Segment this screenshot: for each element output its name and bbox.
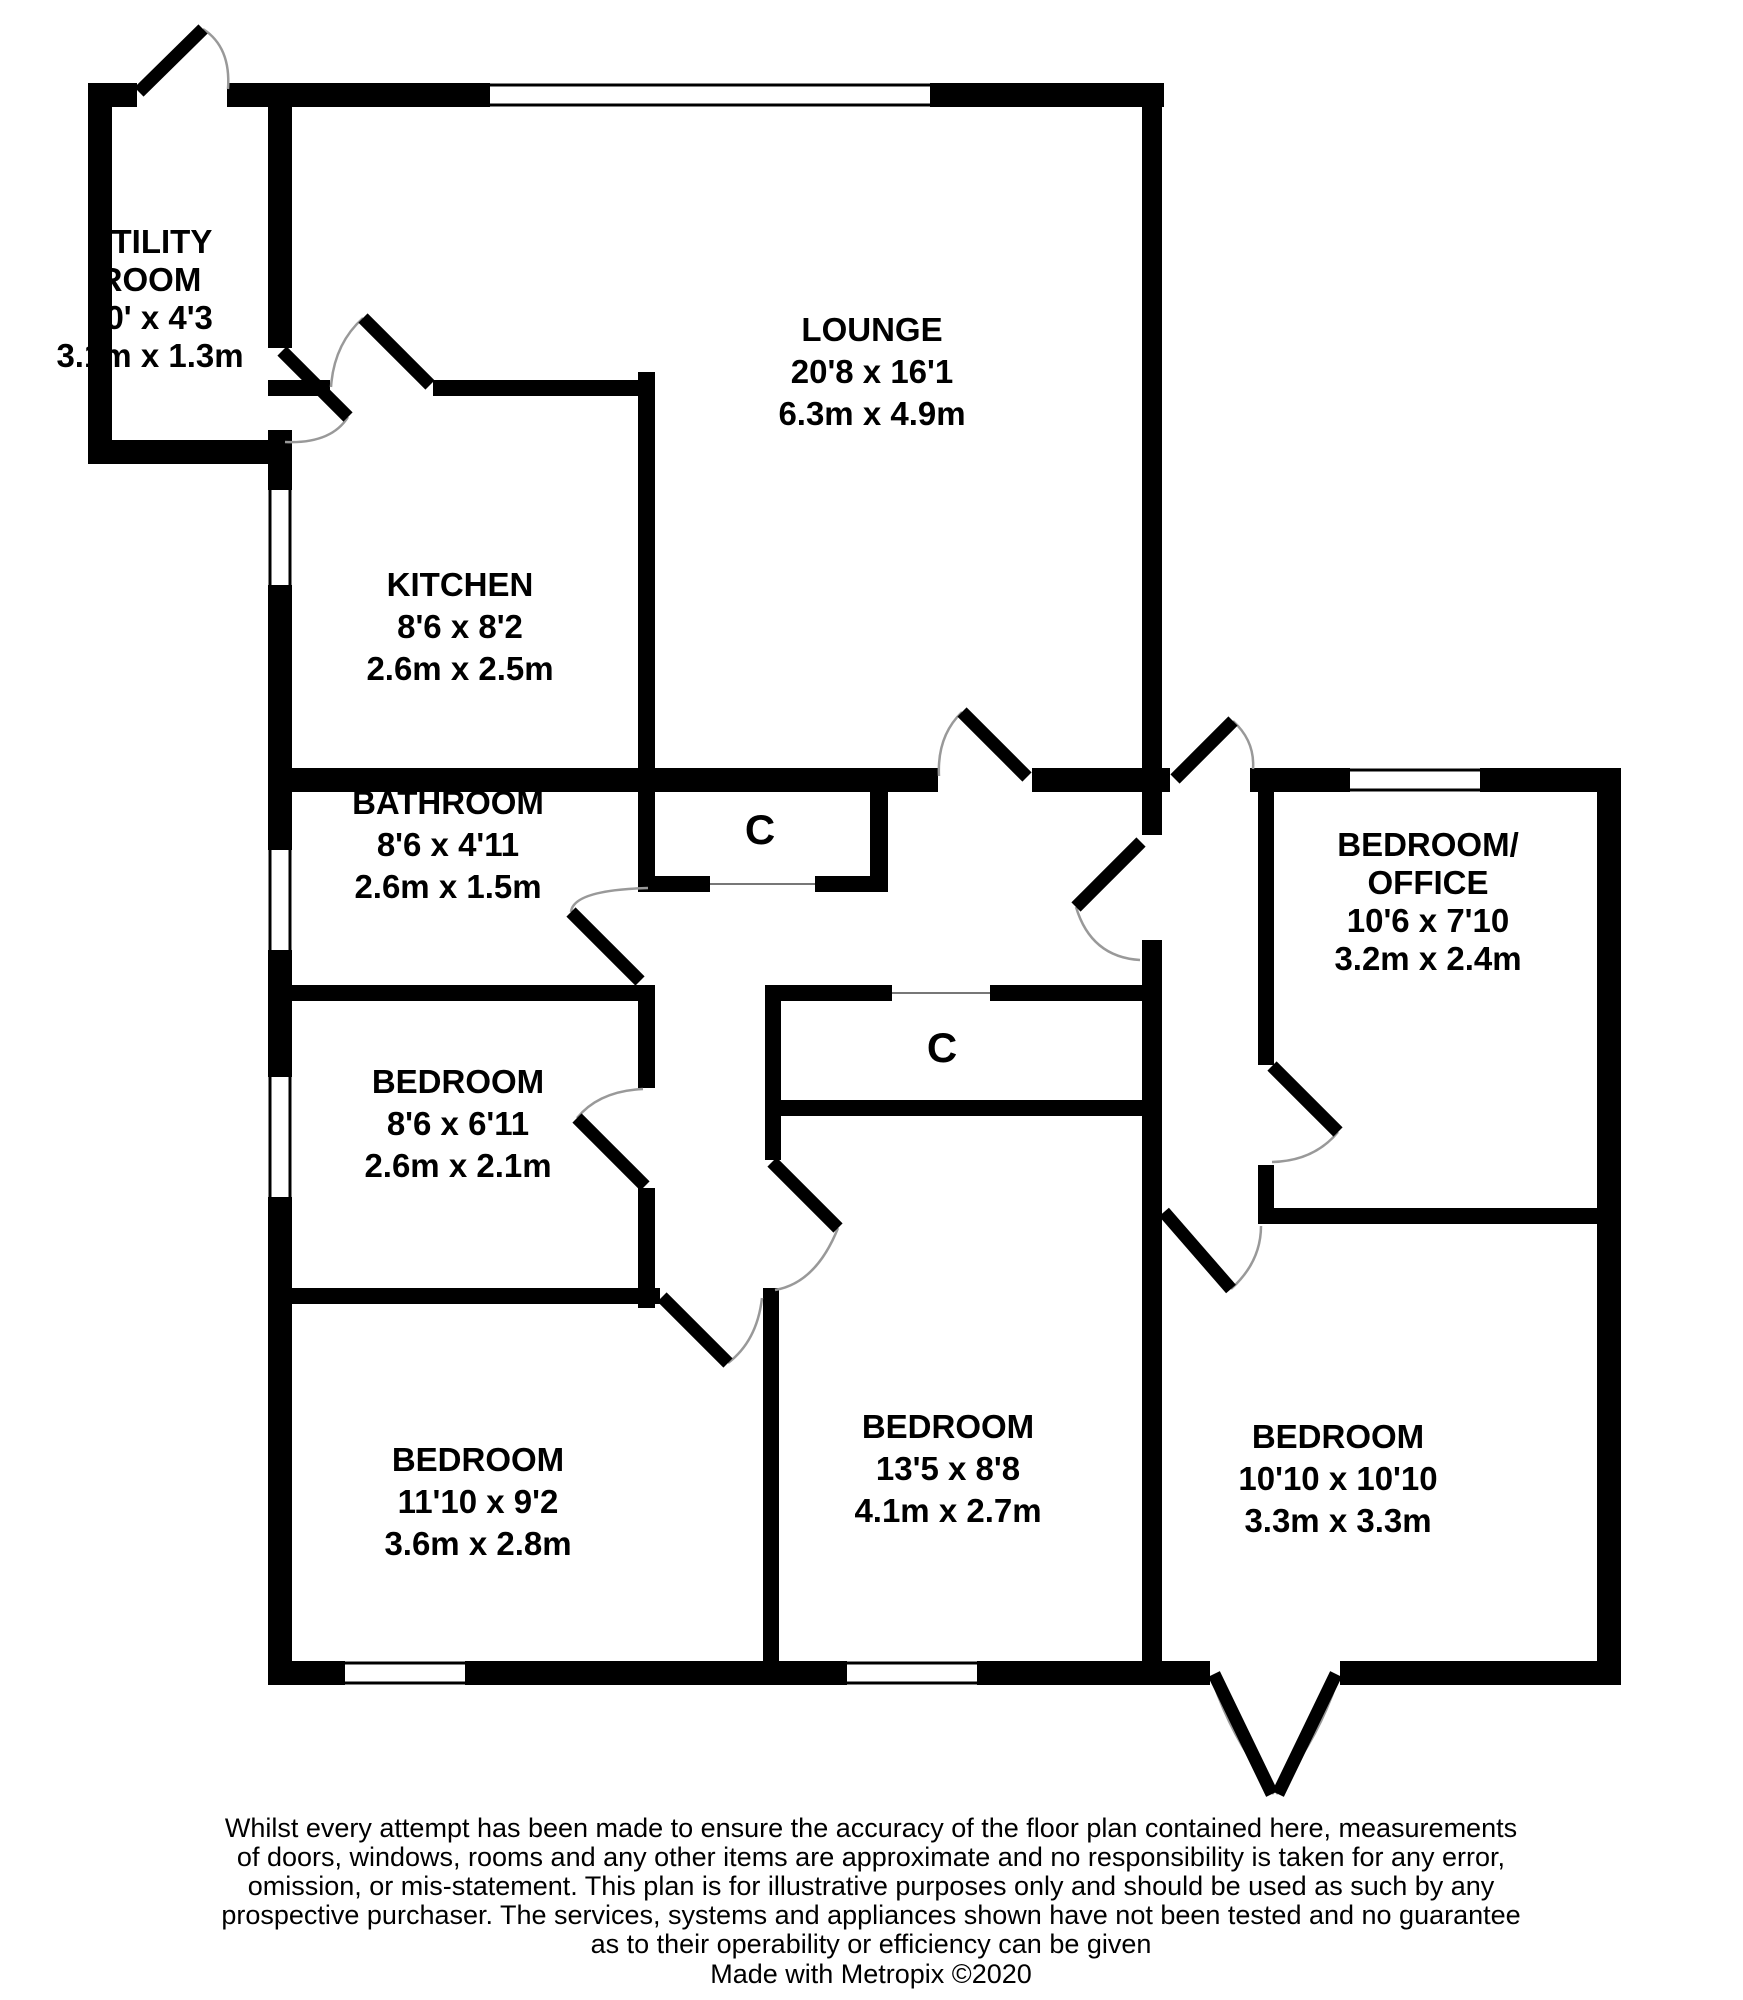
room-label-utility <box>56 223 243 375</box>
room-dims-ft: 20'8 x 16'1 <box>790 353 954 390</box>
bathroom-door-arc <box>571 888 648 912</box>
room-dims-m: 3.1m x 1.3m <box>56 337 244 374</box>
front-entry-door-arc <box>1233 721 1253 769</box>
kitchen-door-arc <box>331 318 363 387</box>
room-dims-ft: 10' x 4'3 <box>87 299 213 336</box>
room-name: UTILITY <box>87 223 213 260</box>
room-name: OFFICE <box>1367 864 1489 901</box>
room-label-bedroom-right <box>1238 1416 1437 1542</box>
bedroom-small-door-arc <box>577 1089 643 1118</box>
room-name: BEDROOM <box>861 1408 1035 1445</box>
bedroom-middle-door-leaf <box>772 1162 838 1228</box>
room-dims-m: 3.6m x 2.8m <box>384 1525 572 1562</box>
french-door-left-leaf <box>1214 1674 1272 1794</box>
room-dims-m: 2.6m x 2.5m <box>366 650 554 687</box>
bedroom-small-door-leaf <box>577 1118 645 1186</box>
window-bedroom-small-left <box>268 1077 292 1197</box>
disclaimer-line: of doors, windows, rooms and any other items are approximate and no responsibility is taken for any error, <box>236 1842 1506 1872</box>
window-kitchen-left <box>268 490 292 585</box>
window-bedroom-middle-bottom <box>847 1661 977 1685</box>
bedroom-office-door-leaf <box>1272 1066 1338 1132</box>
closet-opening-lines <box>710 884 990 993</box>
french-door-right-leaf <box>1278 1674 1336 1794</box>
room-dims-m: 6.3m x 4.9m <box>778 395 966 432</box>
disclaimer-line: Whilst every attempt has been made to ensure the accuracy of the floor plan contained here, measurements <box>224 1813 1518 1843</box>
disclaimer-text <box>221 1814 1520 1959</box>
room-dims-ft: 8'6 x 6'11 <box>386 1105 530 1142</box>
room-label-bathroom <box>352 782 544 908</box>
bedroom-office-door-arc <box>1272 1132 1338 1162</box>
room-dims-ft: 10'6 x 7'10 <box>1346 902 1510 939</box>
room-dims-m: 3.3m x 3.3m <box>1244 1502 1432 1539</box>
bedroom-middle-door-arc <box>775 1228 838 1290</box>
room-label-kitchen <box>366 564 553 690</box>
room-dims-m: 2.6m x 2.1m <box>364 1147 552 1184</box>
room-name: BEDROOM <box>371 1063 545 1100</box>
room-name: BATHROOM <box>352 784 544 821</box>
disclaimer-line: prospective purchaser. The services, systems and appliances shown have not been tested and no guarantee <box>221 1900 1521 1930</box>
window-bedroom-left-bottom <box>345 1661 465 1685</box>
front-entry-door-leaf <box>1175 721 1233 779</box>
room-name: BEDROOM <box>391 1441 565 1478</box>
hall-door-leaf <box>1076 842 1141 907</box>
bedroom-left-door-arc <box>728 1298 762 1363</box>
room-name: ROOM <box>98 261 202 298</box>
utility-entry-door-arc <box>203 29 228 89</box>
kitchen-door-leaf <box>363 318 430 385</box>
room-dims-ft: 13'5 x 8'8 <box>875 1450 1021 1487</box>
room-dims-ft: 8'6 x 8'2 <box>397 608 523 645</box>
bedroom-right-door-leaf <box>1164 1212 1231 1289</box>
disclaimer-line: omission, or mis-statement. This plan is for illustrative purposes only and should be used as such by any <box>247 1871 1495 1901</box>
utility-kitchen-door-arc <box>285 417 348 442</box>
room-name: LOUNGE <box>801 311 943 348</box>
bathroom-door-leaf <box>571 912 640 981</box>
utility-entry-door-leaf <box>139 29 203 92</box>
room-dims-m: 2.6m x 1.5m <box>354 868 542 905</box>
room-dims-m: 3.2m x 2.4m <box>1334 940 1522 977</box>
window-bathroom-left <box>268 850 292 950</box>
room-label-bedroom-middle <box>854 1406 1041 1532</box>
window-office-top <box>1350 768 1480 792</box>
disclaimer-line: as to their operability or efficiency can be given <box>590 1929 1152 1959</box>
room-name: KITCHEN <box>386 566 534 603</box>
room-dims-ft: 8'6 x 4'11 <box>376 826 520 863</box>
room-label-bedroom-left <box>384 1439 571 1565</box>
hall-door-arc <box>1076 907 1140 960</box>
closet-label-2: C <box>926 1024 958 1071</box>
room-name: BEDROOM <box>1251 1418 1425 1455</box>
room-label-bedroom-small <box>364 1061 551 1187</box>
room-dims-ft: 11'10 x 9'2 <box>397 1483 559 1520</box>
bedroom-right-door-arc <box>1231 1226 1261 1289</box>
closet-label-1: C <box>744 806 776 853</box>
room-label-lounge <box>778 309 965 435</box>
lounge-door-arc <box>939 712 962 776</box>
room-dims-ft: 10'10 x 10'10 <box>1238 1460 1438 1497</box>
room-label-bedroom-office <box>1334 826 1521 978</box>
credit-line: Made with Metropix ©2020 <box>710 1959 1032 1989</box>
room-name: BEDROOM/ <box>1337 826 1519 863</box>
room-dims-m: 4.1m x 2.7m <box>854 1492 1042 1529</box>
window-lounge-top <box>490 83 930 107</box>
lounge-door-leaf <box>962 712 1027 777</box>
bedroom-left-door-leaf <box>662 1297 728 1363</box>
